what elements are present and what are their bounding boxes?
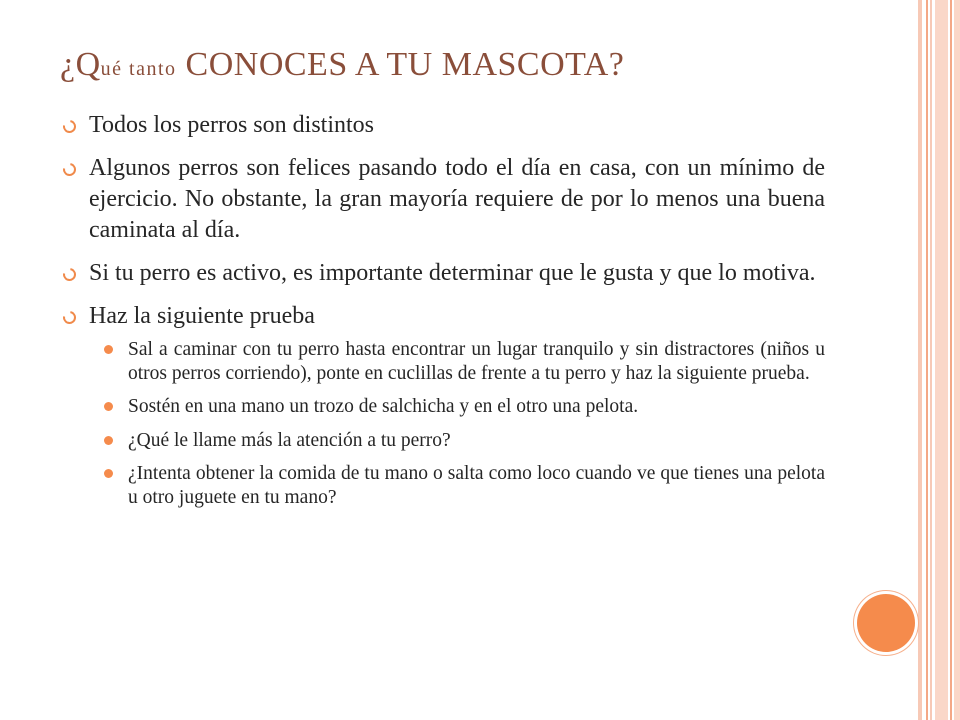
bullet-item xyxy=(60,110,825,141)
bullet-text: Todos los perros son distintos xyxy=(89,112,374,138)
subbullet-text: Sostén en una mano un trozo de salchicha y en el otro una pelota. xyxy=(128,396,639,417)
bullet-text: Si tu perro es activo, es importante determinar que le gusta y que lo motiva. xyxy=(89,260,816,286)
bullet-text: Haz la siguiente prueba xyxy=(89,303,315,329)
bullet-item xyxy=(60,153,825,246)
title-suffix: ? xyxy=(608,46,625,83)
slide-title xyxy=(60,46,900,84)
ring-bullet-icon xyxy=(60,117,78,135)
subbullet-text: ¿Qué le llame más la atención a tu perro? xyxy=(128,429,451,451)
slide-body xyxy=(60,110,825,519)
bullet-item xyxy=(60,258,825,289)
decorative-stripe xyxy=(950,0,952,720)
title-smallcaps: ué tanto xyxy=(100,58,177,80)
ring-bullet-icon xyxy=(60,265,78,283)
dot-bullet-icon xyxy=(104,436,113,445)
dot-bullet-icon xyxy=(104,345,113,354)
decorative-stripe xyxy=(935,0,948,720)
subbullet-text: Sal a caminar con tu perro hasta encontrar un lugar tranquilo y sin distractores (niños u otros perros corriendo), ponte en cuclillas de frente a tu perro y haz la siguiente prueba. xyxy=(128,339,825,384)
ring-bullet-icon xyxy=(60,160,78,178)
ring-bullet-icon xyxy=(60,308,78,326)
title-prefix: ¿Q xyxy=(60,46,101,83)
subbullet-item xyxy=(104,395,825,419)
decorative-stripe xyxy=(918,0,922,720)
subbullet-item xyxy=(104,429,825,453)
subbullet-text: ¿Intenta obtener la comida de tu mano o salta como loco cuando ve que tienes una pelota u otro juguete en tu mano? xyxy=(128,463,825,508)
dot-bullet-icon xyxy=(104,469,113,478)
subbullet-item xyxy=(104,462,825,509)
subbullet-item xyxy=(104,338,825,385)
title-main: CONOCES A TU MASCOTA xyxy=(176,46,609,83)
bullet-item xyxy=(60,301,825,332)
decorative-circle xyxy=(857,594,915,652)
bullet-text: Algunos perros son felices pasando todo el día en casa, con un mínimo de ejercicio. No obstante, la gran mayoría requiere de por lo menos una buena caminata al día. xyxy=(89,155,825,243)
decorative-stripe xyxy=(954,0,960,720)
decorative-stripe xyxy=(926,0,928,720)
decorative-stripe xyxy=(930,0,932,720)
dot-bullet-icon xyxy=(104,402,113,411)
